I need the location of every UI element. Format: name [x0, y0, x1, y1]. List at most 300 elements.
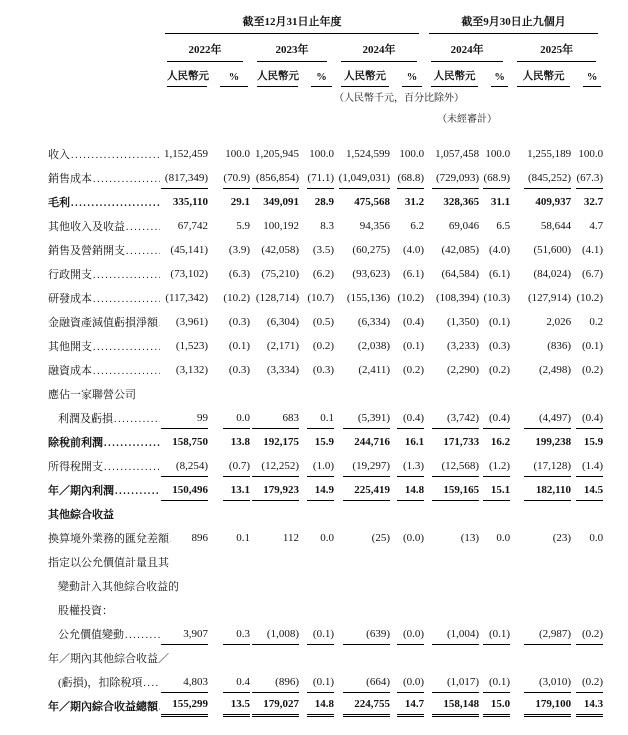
value-cell [250, 453, 299, 477]
dot-leader [113, 413, 160, 426]
percent-value: (1.4) [576, 460, 603, 477]
percent-value: (0.1) [402, 340, 425, 352]
row-label-text: 年／期內利潤 [48, 485, 114, 497]
value-cell [160, 501, 208, 525]
value-cell [571, 573, 603, 597]
percent-value: (0.1) [228, 340, 250, 352]
row-label-text: 換算境外業務的匯兌差額 [48, 533, 169, 545]
percent-value: (0.1) [307, 628, 334, 645]
header-spacer [48, 10, 160, 34]
value-cell [571, 165, 603, 189]
value-cell [390, 141, 424, 165]
dot-leader [92, 293, 160, 306]
currency-header: 人民幣元 [250, 62, 299, 87]
percent-value: (0.0) [397, 676, 424, 693]
value-cell [479, 429, 510, 453]
amount-value: (45,141) [170, 244, 208, 256]
value-cell [334, 165, 390, 189]
percent-value: 32.7 [583, 196, 604, 208]
amount-value: (3,010) [524, 676, 571, 693]
table-row [48, 237, 603, 261]
value-cell [390, 213, 424, 237]
value-cell [299, 573, 334, 597]
amount-value: 1,152,459 [164, 148, 208, 160]
percent-value: (0.3) [488, 340, 511, 352]
units-note: （人民幣千元，百分比除外） [334, 93, 464, 104]
row-label-text: 指定以公允價值計量且其 [48, 557, 169, 569]
percent-header: % [479, 62, 510, 87]
value-cell [334, 573, 390, 597]
dot-leader [158, 317, 160, 330]
amount-value: (664) [343, 676, 390, 693]
percent-value: (0.3) [312, 364, 334, 376]
value-cell [571, 213, 603, 237]
percent-value: (3.5) [312, 244, 334, 256]
table-row [48, 573, 603, 597]
dot-leader [124, 629, 160, 642]
percent-value: (71.1) [307, 172, 334, 189]
value-cell [299, 645, 334, 669]
amount-value: (2,411) [358, 364, 390, 376]
value-cell [250, 669, 299, 693]
amount-value: (128,714) [255, 292, 299, 304]
value-cell [510, 525, 571, 549]
table-row [48, 669, 603, 693]
value-cell [390, 525, 424, 549]
value-cell [479, 525, 510, 549]
dot-leader [70, 197, 160, 210]
value-cell [424, 165, 479, 189]
value-cell [510, 597, 571, 621]
value-cell [510, 645, 571, 669]
value-cell [208, 165, 250, 189]
value-cell [390, 501, 424, 525]
amount-value: (8,254) [161, 460, 208, 477]
table-body [48, 141, 603, 717]
value-cell [250, 381, 299, 405]
amount-value: (1,049,031) [339, 172, 390, 189]
value-cell [424, 645, 479, 669]
value-cell [479, 189, 510, 213]
table-row [48, 693, 603, 717]
row-label-text: 變動計入其他綜合收益的 [58, 581, 179, 593]
percent-value: (0.2) [402, 364, 425, 376]
value-cell [510, 141, 571, 165]
value-cell [334, 333, 390, 357]
value-cell [160, 357, 208, 381]
amount-value: (1,004) [432, 628, 479, 645]
value-cell [299, 165, 334, 189]
value-cell [571, 381, 603, 405]
row-label-text: 所得稅開支 [48, 461, 103, 473]
table-row [48, 309, 603, 333]
table-header [48, 10, 603, 141]
percent-header: % [571, 62, 603, 87]
row-label-text: (虧損)，扣除稅項 [58, 677, 143, 689]
value-cell [390, 669, 424, 693]
value-cell [510, 165, 571, 189]
table-row [48, 621, 603, 645]
value-cell [208, 669, 250, 693]
row-label [48, 165, 160, 189]
amount-value: 1,205,945 [255, 148, 299, 160]
value-cell [208, 645, 250, 669]
value-cell [510, 429, 571, 453]
value-cell [424, 261, 479, 285]
value-cell [160, 405, 208, 429]
value-cell [334, 429, 390, 453]
value-cell [250, 645, 299, 669]
amount-value: (108,394) [435, 292, 480, 304]
amount-value: (5,391) [343, 412, 390, 429]
value-cell [299, 189, 334, 213]
value-cell [160, 525, 208, 549]
percent-value: 15.9 [583, 436, 604, 448]
amount-value: (639) [343, 628, 390, 645]
value-cell [479, 453, 510, 477]
value-cell [510, 573, 571, 597]
value-cell [510, 405, 571, 429]
value-cell [334, 381, 390, 405]
dot-leader [158, 701, 160, 714]
amount-value: (896) [252, 676, 299, 693]
amount-value: 1,524,599 [346, 148, 390, 160]
value-cell [208, 213, 250, 237]
value-cell [424, 285, 479, 309]
table-row [48, 597, 603, 621]
row-label-text: 其他開支 [48, 341, 92, 353]
percent-value: (0.2) [581, 364, 604, 376]
value-cell [479, 405, 510, 429]
percent-value: 0.0 [320, 532, 334, 544]
value-cell [299, 477, 334, 501]
amount-value: 158,750 [172, 436, 208, 448]
amount-value: 1,255,189 [527, 148, 572, 160]
percent-value: (0.1) [488, 316, 511, 328]
value-cell [160, 309, 208, 333]
amount-value: (17,128) [524, 460, 571, 477]
value-cell [334, 189, 390, 213]
percent-value: (10.7) [307, 292, 334, 304]
percent-value: (0.4) [483, 412, 510, 429]
value-cell [479, 357, 510, 381]
row-label [48, 693, 160, 717]
row-label-text: 行政開支 [48, 269, 92, 281]
value-cell [390, 477, 424, 501]
amount-value: (12,252) [252, 460, 299, 477]
value-cell [424, 549, 479, 573]
value-cell [208, 549, 250, 573]
amount-value: 58,644 [540, 220, 572, 232]
value-cell [208, 189, 250, 213]
value-cell [390, 453, 424, 477]
percent-value: 28.9 [314, 196, 334, 208]
value-cell [334, 645, 390, 669]
value-cell [571, 333, 603, 357]
value-cell [424, 189, 479, 213]
percent-value: (0.7) [223, 460, 250, 477]
row-label-text: 研發成本 [48, 293, 92, 305]
value-cell [390, 693, 424, 717]
value-cell [208, 525, 250, 549]
amount-value: (64,584) [441, 268, 480, 280]
amount-value: (845,252) [524, 172, 571, 189]
value-cell [510, 261, 571, 285]
amount-value: 683 [252, 412, 299, 429]
value-cell [571, 501, 603, 525]
row-label [48, 597, 160, 621]
income-statement-table [48, 10, 603, 717]
row-label-text: 應佔一家聯營公司 [48, 389, 136, 401]
percent-value: 13.5 [223, 698, 250, 717]
percent-value: 8.3 [320, 220, 334, 232]
amount-value: (729,093) [432, 172, 479, 189]
percent-value: (0.2) [576, 676, 603, 693]
value-cell [571, 477, 603, 501]
value-cell [160, 669, 208, 693]
value-cell [510, 621, 571, 645]
value-cell [250, 693, 299, 717]
value-cell [299, 669, 334, 693]
value-cell [510, 213, 571, 237]
amount-value: (117,342) [165, 292, 208, 304]
row-label [48, 237, 160, 261]
amount-value: (1,008) [252, 628, 299, 645]
percent-value: (0.3) [228, 364, 250, 376]
value-cell [160, 333, 208, 357]
value-cell [510, 309, 571, 333]
value-cell [208, 477, 250, 501]
value-cell [334, 669, 390, 693]
period-group-annual [160, 10, 424, 34]
value-cell [334, 549, 390, 573]
table-row [48, 549, 603, 573]
amount-value: (1,017) [432, 676, 479, 693]
row-label [48, 573, 179, 597]
row-label-text: 其他收入及收益 [48, 221, 125, 233]
percent-value: 100.0 [578, 148, 604, 160]
row-label [48, 381, 160, 405]
value-cell [250, 357, 299, 381]
value-cell [479, 261, 510, 285]
value-cell [424, 453, 479, 477]
percent-value: (10.3) [483, 292, 511, 304]
amount-value: (23) [552, 532, 572, 544]
year-header-interim-2024: 2024年 [424, 34, 510, 62]
percent-value: (6.7) [581, 268, 604, 280]
value-cell [250, 477, 299, 501]
value-cell [160, 453, 208, 477]
table-row [48, 165, 603, 189]
amount-value: 335,110 [172, 196, 208, 208]
value-cell [299, 621, 334, 645]
table-row [48, 261, 603, 285]
row-label [48, 261, 160, 285]
value-cell [571, 645, 603, 669]
percent-value: 0.4 [223, 676, 250, 693]
percent-value: 16.1 [404, 436, 425, 448]
amount-value: 112 [282, 532, 299, 544]
row-label-text: 公允價值變動 [58, 629, 124, 641]
amount-value: (3,233) [446, 340, 480, 352]
value-cell [479, 381, 510, 405]
value-cell [299, 429, 334, 453]
value-cell [250, 573, 299, 597]
percent-value: (4.0) [402, 244, 425, 256]
value-cell [510, 237, 571, 261]
value-cell [479, 621, 510, 645]
value-cell [160, 165, 208, 189]
value-cell [250, 237, 299, 261]
value-cell [510, 189, 571, 213]
amount-value: (1,523) [175, 340, 208, 352]
percent-header: % [299, 62, 334, 87]
value-cell [390, 189, 424, 213]
value-cell [160, 237, 208, 261]
amount-value: (19,297) [343, 460, 390, 477]
value-cell [299, 693, 334, 717]
amount-value: (2,171) [266, 340, 299, 352]
value-cell [250, 549, 299, 573]
value-cell [160, 381, 208, 405]
row-label-text: 其他綜合收益 [48, 509, 114, 521]
percent-value: 6.5 [496, 220, 511, 232]
amount-value: 409,937 [535, 196, 572, 208]
value-cell [424, 525, 479, 549]
value-cell [479, 477, 510, 501]
percent-value: (6.3) [228, 268, 250, 280]
value-cell [250, 213, 299, 237]
value-cell [299, 285, 334, 309]
value-cell [571, 669, 603, 693]
value-cell [250, 285, 299, 309]
amount-value: (25) [371, 532, 390, 544]
dot-leader [92, 173, 160, 186]
amount-value: 896 [191, 532, 208, 544]
percent-value: 13.8 [230, 436, 250, 448]
table-row [48, 453, 603, 477]
amount-value: 150,496 [161, 484, 208, 501]
value-cell [208, 693, 250, 717]
amount-value: 159,165 [432, 484, 479, 501]
value-cell [571, 693, 603, 717]
value-cell [208, 381, 250, 405]
table-row [48, 357, 603, 381]
row-label-text: 融資成本 [48, 365, 92, 377]
value-cell [479, 693, 510, 717]
row-label-text: 股權投資： [58, 605, 113, 617]
amount-value: (856,854) [252, 172, 299, 189]
header-spacer [48, 87, 334, 106]
amount-value: 4,803 [161, 676, 208, 693]
percent-value: 15.0 [483, 698, 510, 717]
value-cell [510, 549, 571, 573]
value-cell [160, 477, 208, 501]
value-cell [299, 237, 334, 261]
value-cell [390, 645, 424, 669]
row-label [48, 525, 169, 549]
percent-value: (0.4) [576, 412, 603, 429]
value-cell [208, 597, 250, 621]
value-cell [390, 549, 424, 573]
percent-value: (0.2) [576, 628, 603, 645]
value-cell [250, 429, 299, 453]
amount-value: 224,755 [343, 698, 390, 717]
row-label [48, 357, 160, 381]
row-label [48, 477, 160, 501]
value-cell [208, 621, 250, 645]
row-label [48, 405, 160, 429]
value-cell [160, 261, 208, 285]
dot-leader [103, 461, 160, 474]
dot-leader [92, 365, 160, 378]
row-label [48, 621, 160, 645]
value-cell [208, 405, 250, 429]
percent-value: 100.0 [309, 148, 334, 160]
value-cell [299, 213, 334, 237]
value-cell [250, 597, 299, 621]
value-cell [571, 285, 603, 309]
amount-value: (836) [547, 340, 572, 352]
percent-value: 15.1 [483, 484, 510, 501]
amount-value: (13) [460, 532, 480, 544]
percent-value: (6.1) [488, 268, 511, 280]
value-cell [299, 453, 334, 477]
value-cell [424, 333, 479, 357]
row-label [48, 549, 169, 573]
row-label [48, 645, 169, 669]
header-spacer [48, 62, 160, 87]
value-cell [390, 573, 424, 597]
value-cell [510, 453, 571, 477]
value-cell [334, 285, 390, 309]
amount-value: 100,192 [263, 220, 299, 232]
value-cell [571, 549, 603, 573]
value-cell [208, 285, 250, 309]
amount-value: (3,334) [266, 364, 299, 376]
percent-value: (0.4) [402, 316, 425, 328]
value-cell [334, 621, 390, 645]
amount-value: (73,102) [170, 268, 208, 280]
amount-value: (6,334) [357, 316, 390, 328]
value-cell [390, 597, 424, 621]
period-group-interim [424, 10, 603, 34]
row-label [48, 141, 160, 165]
value-cell [250, 333, 299, 357]
value-cell [424, 237, 479, 261]
percent-value: 29.1 [230, 196, 250, 208]
percent-value: 31.1 [490, 196, 511, 208]
value-cell [424, 213, 479, 237]
amount-value: 99 [161, 412, 208, 429]
table-row [48, 141, 603, 165]
percent-value: (68.9) [483, 172, 510, 189]
percent-value: (67.3) [576, 172, 603, 189]
value-cell [160, 285, 208, 309]
amount-value: (127,914) [527, 292, 572, 304]
value-cell [390, 429, 424, 453]
amount-value: (4,497) [524, 412, 571, 429]
percent-value: (0.2) [488, 364, 511, 376]
percent-value: (0.2) [312, 340, 334, 352]
value-cell [208, 141, 250, 165]
dot-leader [103, 437, 160, 450]
value-cell [160, 621, 208, 645]
percent-value: (0.1) [581, 340, 604, 352]
header-spacer [48, 34, 160, 62]
value-cell [390, 621, 424, 645]
value-cell [208, 309, 250, 333]
